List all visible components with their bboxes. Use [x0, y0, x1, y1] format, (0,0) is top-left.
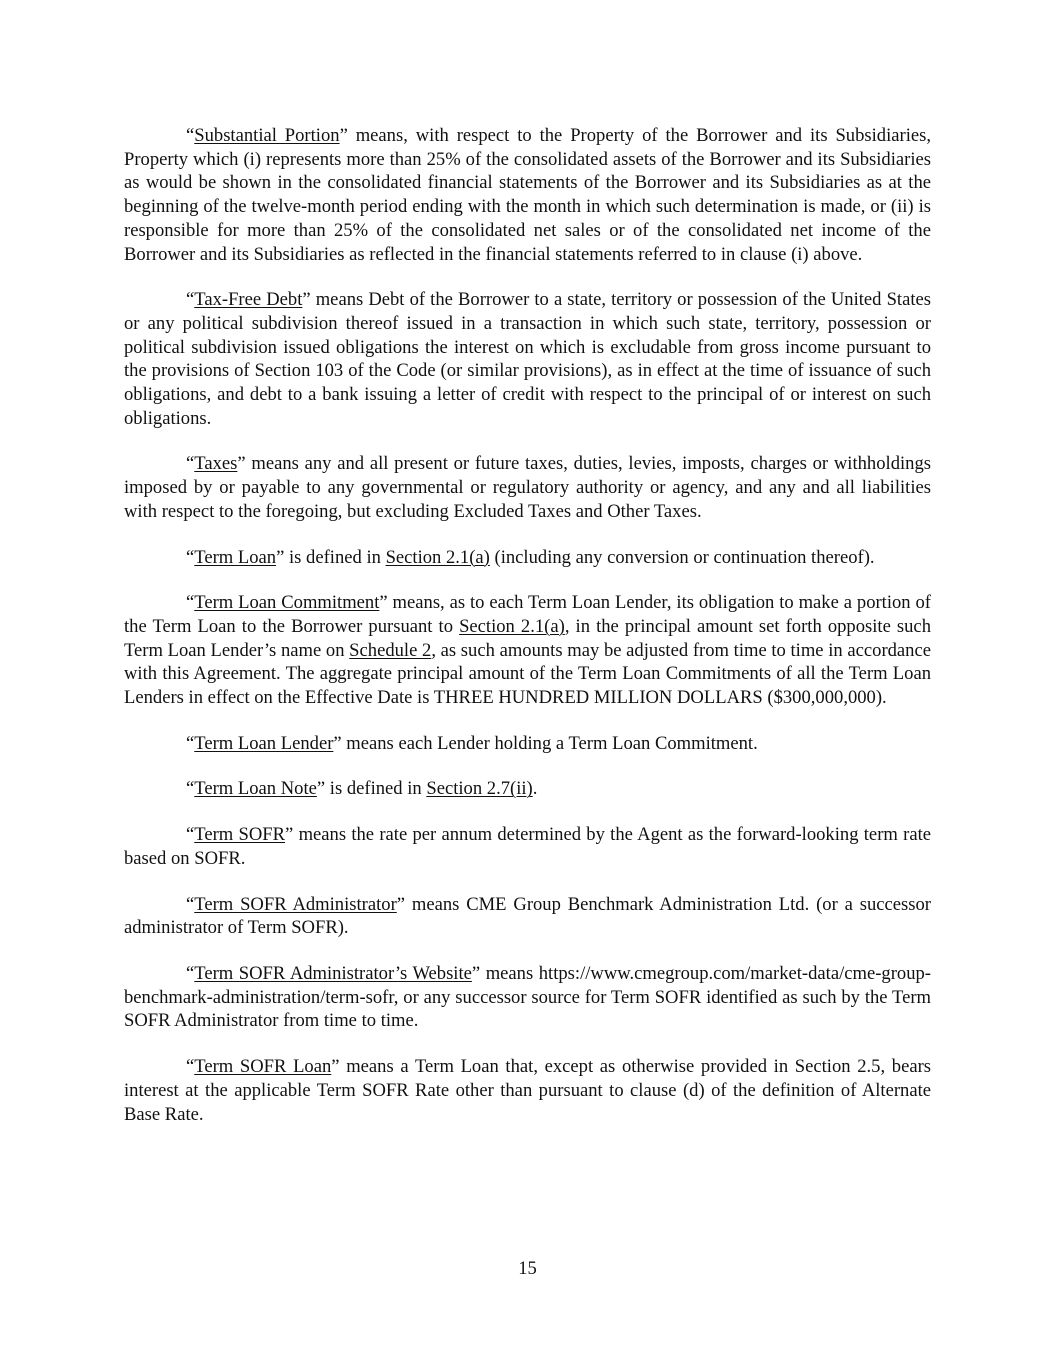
open-quote: “: [186, 824, 195, 846]
defined-term: Term Loan Note: [194, 778, 317, 800]
defined-term: Term Loan Commitment: [194, 592, 380, 614]
definition-taxes: [124, 452, 931, 523]
open-quote: “: [186, 962, 195, 984]
document-page: [124, 124, 931, 1148]
definition-term-sofr-administrator: [124, 893, 931, 940]
open-quote: “: [186, 893, 195, 915]
defined-term: Term Loan Lender: [194, 732, 334, 754]
definition-text: ” means the rate per annum determined by the Agent as the forward-looking term rate based on SOFR.: [124, 824, 931, 869]
defined-term: Term SOFR Loan: [194, 1056, 332, 1078]
definition-text: ” means a Term Loan that, except as otherwise provided in Section 2.5, bears interest at the applicable Term SOFR Rate other than pursuant to clause (d) of the definition of Alternate Base Rate.: [124, 1056, 932, 1125]
definition-text: .: [532, 778, 538, 800]
section-reference: Section 2.1(a): [459, 615, 565, 637]
section-reference: Section 2.1(a): [385, 546, 490, 568]
open-quote: “: [186, 453, 195, 475]
definition-text: , as such amounts may be adjusted from time to time in accordance with this Agreement. The aggregate principal amount of the Term Loan Commitments of all the Term Loan Lenders in effect on the Effective Date is THREE HUNDRED MILLION DOLLARS ($300,000,000).: [124, 639, 931, 709]
definition-term-loan-lender: [124, 732, 931, 756]
defined-term: Term SOFR: [194, 824, 286, 846]
open-quote: “: [186, 592, 195, 614]
definition-text: ” means CME Group Benchmark Administration Ltd. (or a successor administrator of Term SOFR).: [124, 893, 931, 939]
definition-text: ” means https://www.cmegroup.com/market-data/cme-group-benchmark-administration/term-sofr, or any successor source for Term SOFR identified as such by the Term SOFR Administrator from time to time.: [124, 962, 931, 1032]
schedule-reference: Schedule 2: [349, 639, 432, 661]
section-reference: Section 2.7(ii): [426, 778, 533, 800]
open-quote: “: [186, 125, 195, 146]
defined-term: Term Loan: [194, 546, 277, 568]
definition-text: ” means any and all present or future taxes, duties, levies, imposts, charges or withholdings imposed by or payable to any governmental or regulatory authority or agency, and any and all liabilities with respect to the foregoing, but excluding Excluded Taxes and Other Taxes.: [124, 453, 931, 522]
defined-term: Taxes: [194, 453, 238, 475]
definition-term-sofr-administrators-website: [124, 962, 931, 1033]
defined-term: Substantial Portion: [194, 125, 340, 146]
definition-term-sofr-loan: [124, 1055, 931, 1126]
open-quote: “: [186, 732, 195, 754]
defined-term: Term SOFR Administrator’s Website: [194, 962, 472, 984]
definition-text: ” means, as to each Term Loan Lender, its obligation to make a portion of the Term Loan to the Borrower pursuant to: [124, 592, 931, 637]
definition-text: ” is defined in: [316, 778, 427, 800]
definition-term-loan-note: [124, 777, 931, 801]
definition-text: (including any conversion or continuation thereof).: [489, 546, 875, 568]
definition-substantial-portion: [124, 124, 931, 266]
definition-text: ” is defined in: [276, 546, 386, 568]
definition-text: ” means, with respect to the Property of the Borrower and its Subsidiaries, Property which (i) represents more than 25% of the consolidated assets of the Borrower and its Subsidiaries as would be shown in the consolidated financial statements of the Borrower and its Subsidiaries as at the beginning of the twelve-month period ending with the month in which such determination is made, or (ii) is responsible for more than 25% of the consolidated net sales or of the consolidated net income of the Borrower and its Subsidiaries as reflected in the financial statements referred to in clause (i) above.: [124, 125, 931, 265]
definition-term-loan-commitment: [124, 591, 931, 710]
open-quote: “: [186, 289, 195, 311]
definition-text: ” means Debt of the Borrower to a state, territory or possession of the United States or any political subdivision thereof issued in a transaction in which such state, territory, possession or political subdivision issued obligations the interest on which is excludable from gross income pursuant to the provisions of Section 103 of the Code (or similar provisions), as in effect at the time of issuance of such obligations, and debt to a bank issuing a letter of credit with respect to the principal of or interest on such obligations.: [124, 289, 931, 429]
defined-term: Tax-Free Debt: [194, 289, 303, 311]
definition-text: ” means each Lender holding a Term Loan Commitment.: [333, 732, 758, 754]
open-quote: “: [186, 778, 195, 800]
page-number: 15: [518, 1258, 537, 1279]
defined-term: Term SOFR Administrator: [194, 893, 397, 915]
definition-term-loan: [124, 546, 931, 570]
definition-tax-free-debt: [124, 288, 931, 430]
definition-text: , in the principal amount set forth opposite such Term Loan Lender’s name on: [124, 615, 931, 661]
open-quote: “: [186, 546, 195, 568]
definition-term-sofr: [124, 823, 931, 870]
open-quote: “: [186, 1056, 195, 1078]
